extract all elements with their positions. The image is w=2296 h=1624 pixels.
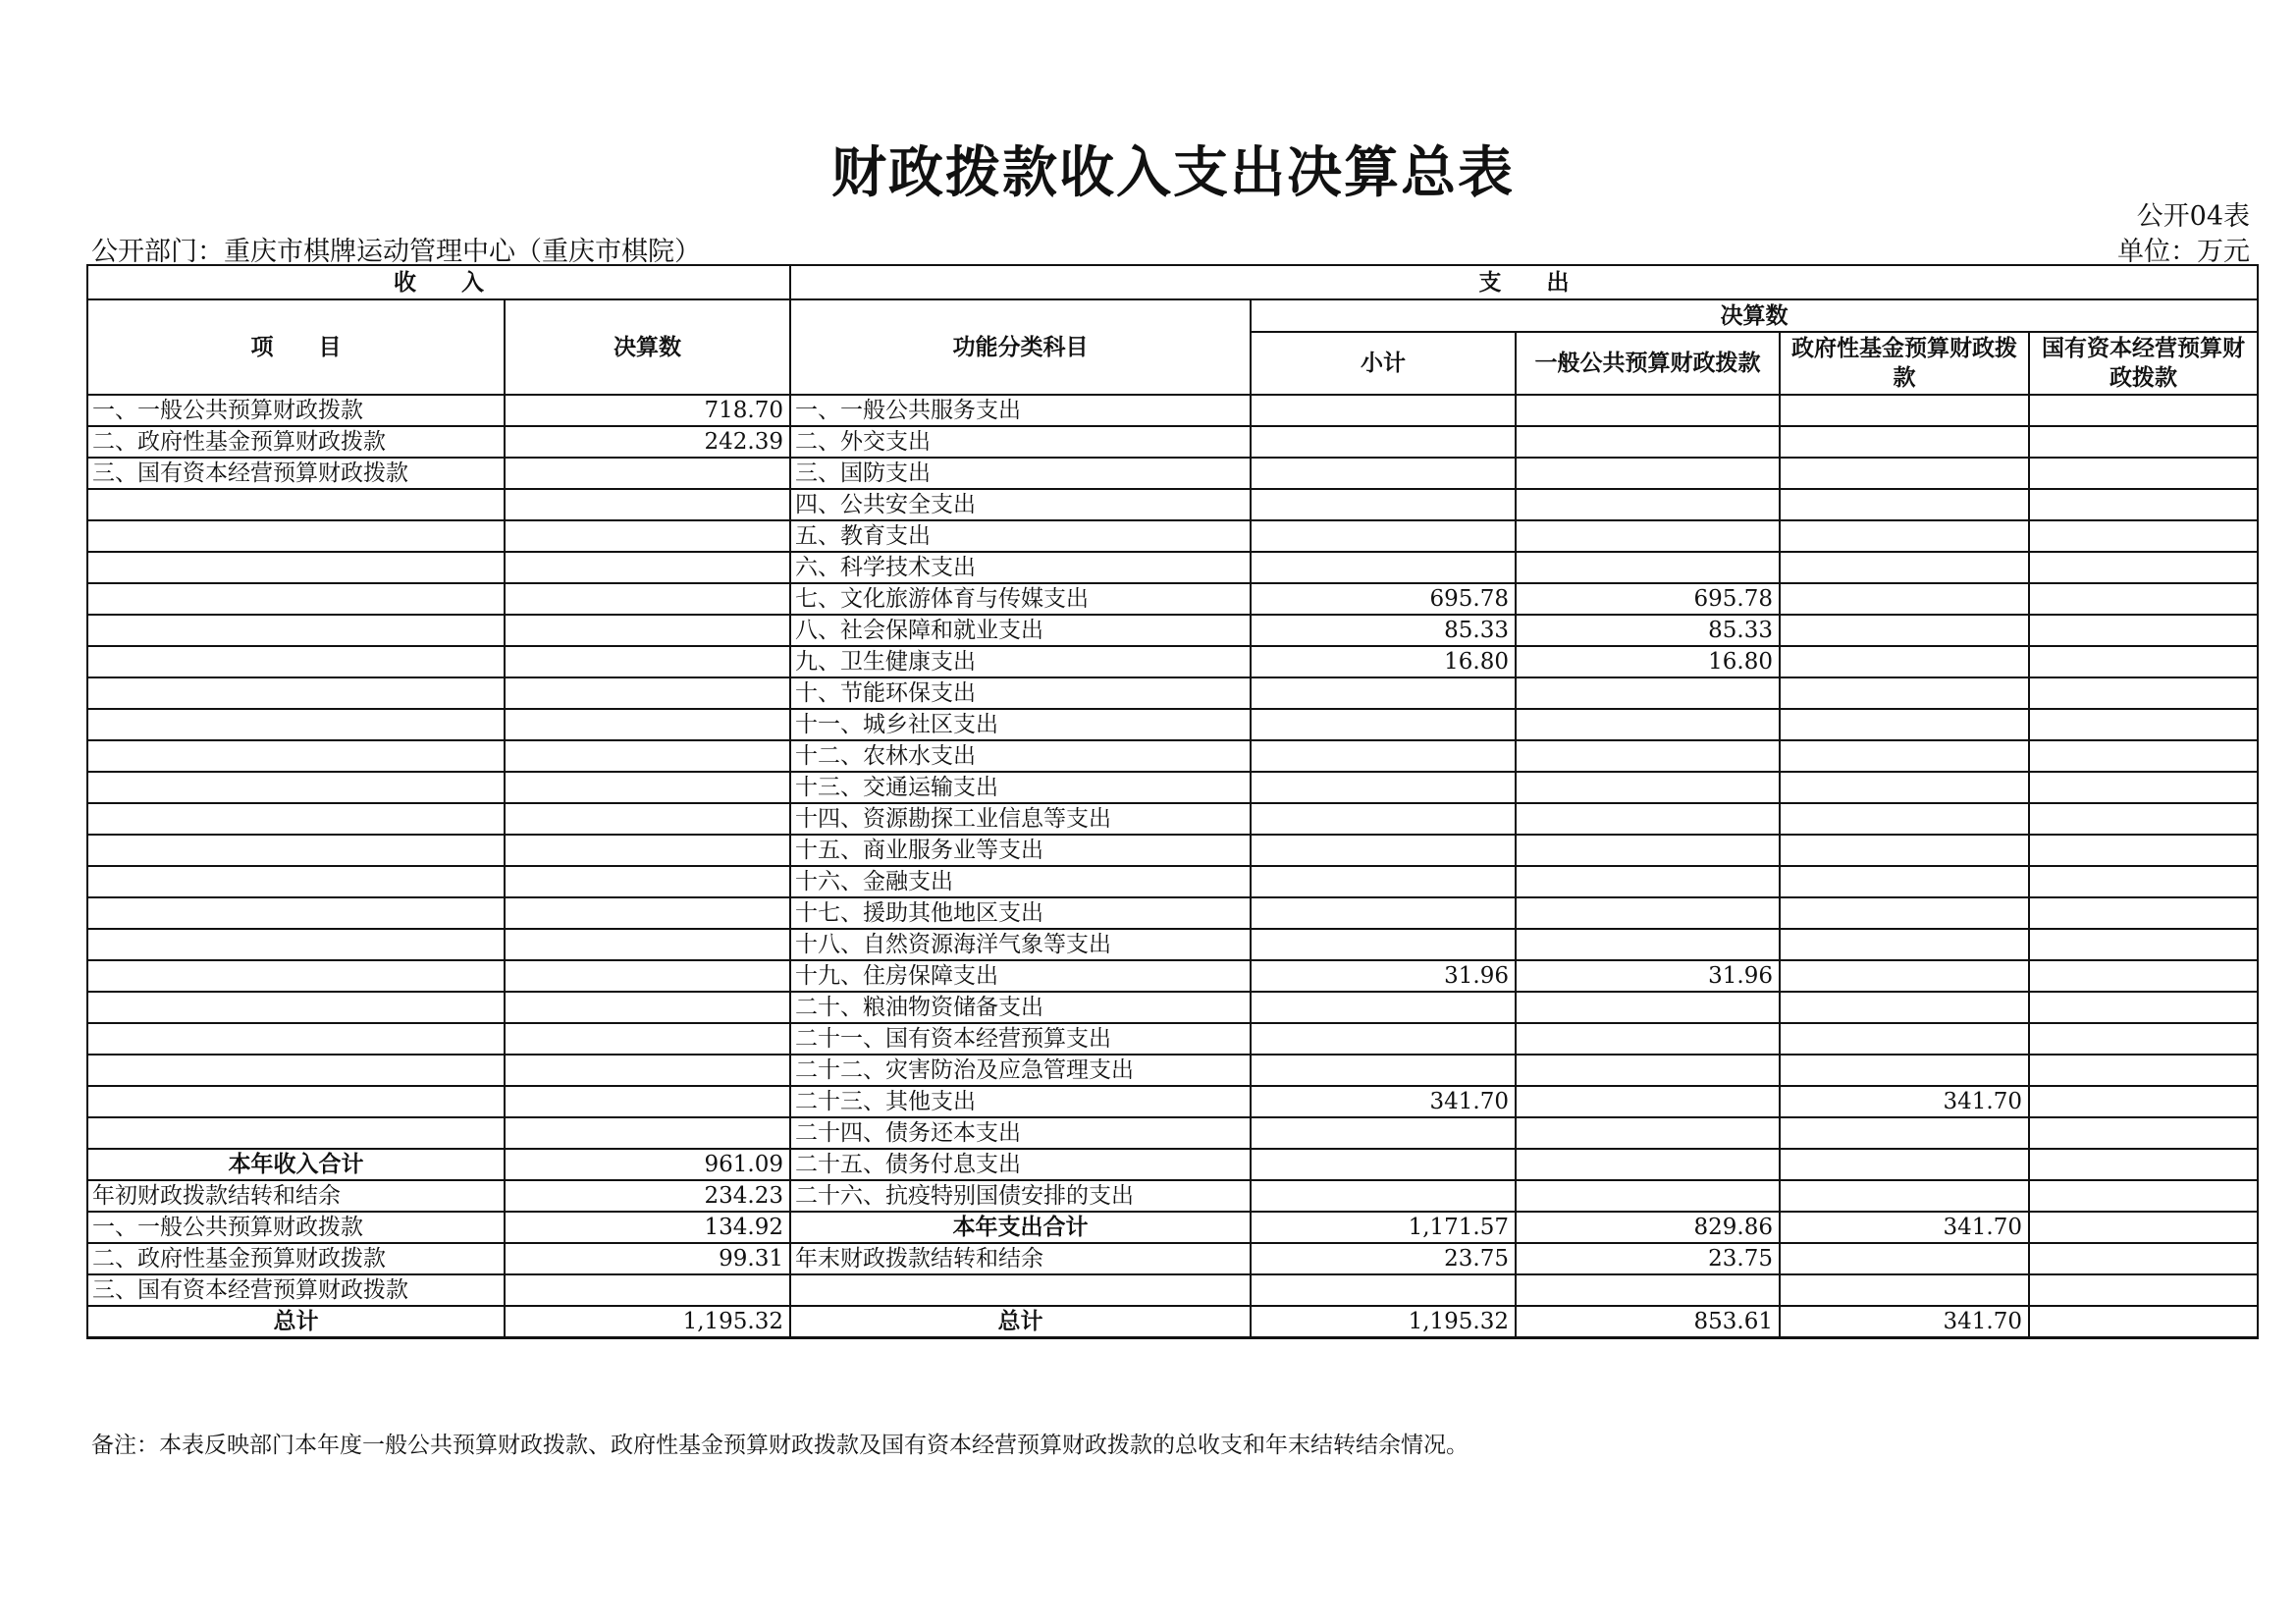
expense-item-cell: 十八、自然资源海洋气象等支出 bbox=[790, 929, 1251, 960]
state-capital-cell bbox=[2029, 615, 2258, 646]
state-capital-cell bbox=[2029, 1274, 2258, 1306]
expense-item-cell: 二十六、抗疫特别国债安排的支出 bbox=[790, 1180, 1251, 1212]
state-capital-cell bbox=[2029, 489, 2258, 520]
expense-item-cell bbox=[790, 1274, 1251, 1306]
subtotal-cell: 23.75 bbox=[1251, 1243, 1516, 1274]
income-item-cell: 二、政府性基金预算财政拨款 bbox=[87, 1243, 505, 1274]
income-amount-cell bbox=[505, 1274, 790, 1306]
general-budget-cell bbox=[1516, 395, 1780, 426]
expense-item-cell: 十、节能环保支出 bbox=[790, 677, 1251, 709]
expense-item-cell: 四、公共安全支出 bbox=[790, 489, 1251, 520]
gov-fund-cell bbox=[1780, 1117, 2029, 1149]
income-amount-cell: 134.92 bbox=[505, 1212, 790, 1243]
expense-item-cell: 二、外交支出 bbox=[790, 426, 1251, 458]
income-amount-cell: 99.31 bbox=[505, 1243, 790, 1274]
subtotal-cell bbox=[1251, 709, 1516, 740]
expense-item-cell: 二十一、国有资本经营预算支出 bbox=[790, 1023, 1251, 1055]
expense-header: 支 出 bbox=[790, 265, 2258, 299]
subtotal-cell bbox=[1251, 992, 1516, 1023]
income-item-cell bbox=[87, 803, 505, 835]
income-amount-cell bbox=[505, 677, 790, 709]
table-row bbox=[87, 1274, 2258, 1306]
income-amount-cell bbox=[505, 709, 790, 740]
gov-fund-cell bbox=[1780, 1243, 2029, 1274]
income-item-cell bbox=[87, 835, 505, 866]
subtotal-cell bbox=[1251, 803, 1516, 835]
income-item-cell bbox=[87, 740, 505, 772]
income-item-cell bbox=[87, 709, 505, 740]
income-item-cell bbox=[87, 992, 505, 1023]
income-amount-cell bbox=[505, 1086, 790, 1117]
gov-fund-cell bbox=[1780, 677, 2029, 709]
income-amount-cell bbox=[505, 992, 790, 1023]
table-row bbox=[87, 552, 2258, 583]
general-budget-cell bbox=[1516, 1274, 1780, 1306]
subtotal-cell bbox=[1251, 552, 1516, 583]
income-item-cell: 总计 bbox=[87, 1306, 505, 1338]
gov-fund-cell bbox=[1780, 646, 2029, 677]
state-capital-cell bbox=[2029, 803, 2258, 835]
income-item-cell: 年初财政拨款结转和结余 bbox=[87, 1180, 505, 1212]
income-item-cell: 一、一般公共预算财政拨款 bbox=[87, 1212, 505, 1243]
gov-fund-cell bbox=[1780, 897, 2029, 929]
state-capital-cell bbox=[2029, 960, 2258, 992]
income-amount-cell bbox=[505, 929, 790, 960]
state-capital-header: 国有资本经营预算财政拨款 bbox=[2029, 332, 2258, 395]
table-row bbox=[87, 426, 2258, 458]
subtotal-cell bbox=[1251, 772, 1516, 803]
table-row bbox=[87, 1180, 2258, 1212]
general-budget-cell bbox=[1516, 709, 1780, 740]
income-item-cell: 本年收入合计 bbox=[87, 1149, 505, 1180]
general-budget-header: 一般公共预算财政拨款 bbox=[1516, 332, 1780, 395]
expense-item-cell: 本年支出合计 bbox=[790, 1212, 1251, 1243]
general-budget-cell bbox=[1516, 458, 1780, 489]
state-capital-cell bbox=[2029, 1055, 2258, 1086]
gov-fund-cell bbox=[1780, 395, 2029, 426]
gov-fund-cell bbox=[1780, 929, 2029, 960]
subtotal-cell bbox=[1251, 426, 1516, 458]
income-amount-header: 决算数 bbox=[505, 299, 790, 395]
income-amount-cell bbox=[505, 960, 790, 992]
income-item-cell bbox=[87, 772, 505, 803]
table-row bbox=[87, 772, 2258, 803]
income-item-cell bbox=[87, 646, 505, 677]
income-item-cell bbox=[87, 1086, 505, 1117]
table-row bbox=[87, 1117, 2258, 1149]
state-capital-cell bbox=[2029, 1180, 2258, 1212]
subtotal-cell bbox=[1251, 1055, 1516, 1086]
gov-fund-cell: 341.70 bbox=[1780, 1086, 2029, 1117]
expense-item-cell: 十五、商业服务业等支出 bbox=[790, 835, 1251, 866]
subtotal-cell bbox=[1251, 1149, 1516, 1180]
general-budget-cell bbox=[1516, 552, 1780, 583]
subtotal-cell bbox=[1251, 458, 1516, 489]
state-capital-cell bbox=[2029, 1306, 2258, 1338]
income-item-cell: 二、政府性基金预算财政拨款 bbox=[87, 426, 505, 458]
expense-item-cell: 十一、城乡社区支出 bbox=[790, 709, 1251, 740]
table-row bbox=[87, 929, 2258, 960]
unit-label: 单位：万元 bbox=[2117, 237, 2250, 267]
gov-fund-cell bbox=[1780, 992, 2029, 1023]
expense-item-cell: 九、卫生健康支出 bbox=[790, 646, 1251, 677]
expense-item-cell: 十六、金融支出 bbox=[790, 866, 1251, 897]
subtotal-cell bbox=[1251, 740, 1516, 772]
state-capital-cell bbox=[2029, 897, 2258, 929]
income-item-cell bbox=[87, 677, 505, 709]
footnote: 备注：本表反映部门本年度一般公共预算财政拨款、政府性基金预算财政拨款及国有资本经营预算财政拨款的总收支和年末结转结余情况。 bbox=[91, 1433, 1468, 1458]
general-budget-cell bbox=[1516, 520, 1780, 552]
income-amount-cell: 1,195.32 bbox=[505, 1306, 790, 1338]
function-category-header: 功能分类科目 bbox=[790, 299, 1251, 395]
subtotal-cell bbox=[1251, 395, 1516, 426]
general-budget-cell: 16.80 bbox=[1516, 646, 1780, 677]
gov-fund-cell bbox=[1780, 1180, 2029, 1212]
subtotal-cell bbox=[1251, 835, 1516, 866]
state-capital-cell bbox=[2029, 709, 2258, 740]
general-budget-cell bbox=[1516, 1180, 1780, 1212]
expense-item-cell: 七、文化旅游体育与传媒支出 bbox=[790, 583, 1251, 615]
state-capital-cell bbox=[2029, 458, 2258, 489]
subtotal-cell: 341.70 bbox=[1251, 1086, 1516, 1117]
subtotal-cell: 695.78 bbox=[1251, 583, 1516, 615]
income-item-cell bbox=[87, 960, 505, 992]
table-row bbox=[87, 520, 2258, 552]
table-row bbox=[87, 803, 2258, 835]
general-budget-cell bbox=[1516, 1055, 1780, 1086]
department-label: 公开部门：重庆市棋牌运动管理中心（重庆市棋院） bbox=[91, 237, 701, 267]
general-budget-cell bbox=[1516, 803, 1780, 835]
gov-fund-header: 政府性基金预算财政拨款 bbox=[1780, 332, 2029, 395]
income-item-cell bbox=[87, 520, 505, 552]
income-amount-cell bbox=[505, 552, 790, 583]
income-amount-cell bbox=[505, 520, 790, 552]
income-amount-cell bbox=[505, 458, 790, 489]
subtotal-cell bbox=[1251, 897, 1516, 929]
table-row bbox=[87, 583, 2258, 615]
gov-fund-cell bbox=[1780, 1023, 2029, 1055]
gov-fund-cell bbox=[1780, 960, 2029, 992]
gov-fund-cell bbox=[1780, 552, 2029, 583]
state-capital-cell bbox=[2029, 866, 2258, 897]
subtotal-cell bbox=[1251, 1180, 1516, 1212]
gov-fund-cell: 341.70 bbox=[1780, 1212, 2029, 1243]
income-item-cell bbox=[87, 583, 505, 615]
subtotal-cell: 1,171.57 bbox=[1251, 1212, 1516, 1243]
income-amount-cell: 718.70 bbox=[505, 395, 790, 426]
gov-fund-cell bbox=[1780, 772, 2029, 803]
general-budget-cell bbox=[1516, 866, 1780, 897]
state-capital-cell bbox=[2029, 677, 2258, 709]
state-capital-cell bbox=[2029, 395, 2258, 426]
general-budget-cell: 23.75 bbox=[1516, 1243, 1780, 1274]
income-item-cell bbox=[87, 615, 505, 646]
expense-item-cell: 二十、粮油物资储备支出 bbox=[790, 992, 1251, 1023]
general-budget-cell bbox=[1516, 1086, 1780, 1117]
expense-item-cell: 八、社会保障和就业支出 bbox=[790, 615, 1251, 646]
general-budget-cell bbox=[1516, 1023, 1780, 1055]
table-row bbox=[87, 615, 2258, 646]
income-amount-cell bbox=[505, 1117, 790, 1149]
general-budget-cell bbox=[1516, 835, 1780, 866]
gov-fund-cell bbox=[1780, 709, 2029, 740]
state-capital-cell bbox=[2029, 1117, 2258, 1149]
general-budget-cell bbox=[1516, 1117, 1780, 1149]
income-item-cell bbox=[87, 866, 505, 897]
subtotal-cell bbox=[1251, 1023, 1516, 1055]
income-amount-cell bbox=[505, 615, 790, 646]
table-body bbox=[87, 395, 2258, 1338]
income-amount-cell bbox=[505, 897, 790, 929]
final-amount-header: 决算数 bbox=[1251, 299, 2258, 332]
state-capital-cell bbox=[2029, 552, 2258, 583]
general-budget-cell bbox=[1516, 772, 1780, 803]
income-item-cell bbox=[87, 1023, 505, 1055]
income-item-cell bbox=[87, 489, 505, 520]
income-amount-cell: 961.09 bbox=[505, 1149, 790, 1180]
table-row bbox=[87, 1212, 2258, 1243]
gov-fund-cell bbox=[1780, 1149, 2029, 1180]
state-capital-cell bbox=[2029, 1086, 2258, 1117]
gov-fund-cell bbox=[1780, 866, 2029, 897]
expense-item-cell: 二十二、灾害防治及应急管理支出 bbox=[790, 1055, 1251, 1086]
gov-fund-cell bbox=[1780, 615, 2029, 646]
subtotal-cell: 85.33 bbox=[1251, 615, 1516, 646]
income-item-cell bbox=[87, 1055, 505, 1086]
gov-fund-cell bbox=[1780, 489, 2029, 520]
subtotal-header: 小计 bbox=[1251, 332, 1516, 395]
general-budget-cell: 31.96 bbox=[1516, 960, 1780, 992]
gov-fund-cell bbox=[1780, 803, 2029, 835]
subtotal-cell: 16.80 bbox=[1251, 646, 1516, 677]
item-header: 项 目 bbox=[87, 299, 505, 395]
table-row bbox=[87, 458, 2258, 489]
general-budget-cell bbox=[1516, 1149, 1780, 1180]
income-item-cell bbox=[87, 929, 505, 960]
expense-item-cell: 二十五、债务付息支出 bbox=[790, 1149, 1251, 1180]
income-item-cell: 一、一般公共预算财政拨款 bbox=[87, 395, 505, 426]
income-amount-cell bbox=[505, 1023, 790, 1055]
subtotal-cell bbox=[1251, 929, 1516, 960]
general-budget-cell bbox=[1516, 929, 1780, 960]
subtotal-cell bbox=[1251, 1274, 1516, 1306]
gov-fund-cell bbox=[1780, 583, 2029, 615]
subtotal-cell: 31.96 bbox=[1251, 960, 1516, 992]
expense-item-cell: 十三、交通运输支出 bbox=[790, 772, 1251, 803]
state-capital-cell bbox=[2029, 740, 2258, 772]
table-row bbox=[87, 740, 2258, 772]
income-amount-cell bbox=[505, 646, 790, 677]
state-capital-cell bbox=[2029, 426, 2258, 458]
general-budget-cell bbox=[1516, 992, 1780, 1023]
gov-fund-cell: 341.70 bbox=[1780, 1306, 2029, 1338]
subtotal-cell: 1,195.32 bbox=[1251, 1306, 1516, 1338]
table-row bbox=[87, 1023, 2258, 1055]
gov-fund-cell bbox=[1780, 740, 2029, 772]
gov-fund-cell bbox=[1780, 835, 2029, 866]
income-amount-cell bbox=[505, 803, 790, 835]
expense-item-cell: 十四、资源勘探工业信息等支出 bbox=[790, 803, 1251, 835]
table-row bbox=[87, 1149, 2258, 1180]
table-row bbox=[87, 646, 2258, 677]
expense-item-cell: 一、一般公共服务支出 bbox=[790, 395, 1251, 426]
income-item-cell: 三、国有资本经营预算财政拨款 bbox=[87, 458, 505, 489]
general-budget-cell: 829.86 bbox=[1516, 1212, 1780, 1243]
state-capital-cell bbox=[2029, 1212, 2258, 1243]
form-number: 公开04表 bbox=[2136, 201, 2250, 232]
expense-item-cell: 三、国防支出 bbox=[790, 458, 1251, 489]
gov-fund-cell bbox=[1780, 1274, 2029, 1306]
state-capital-cell bbox=[2029, 646, 2258, 677]
income-amount-cell bbox=[505, 866, 790, 897]
table-row bbox=[87, 1055, 2258, 1086]
gov-fund-cell bbox=[1780, 1055, 2029, 1086]
income-amount-cell bbox=[505, 583, 790, 615]
income-amount-cell bbox=[505, 740, 790, 772]
general-budget-cell: 853.61 bbox=[1516, 1306, 1780, 1338]
expense-item-cell: 十二、农林水支出 bbox=[790, 740, 1251, 772]
expense-item-cell: 二十三、其他支出 bbox=[790, 1086, 1251, 1117]
table-row bbox=[87, 866, 2258, 897]
gov-fund-cell bbox=[1780, 426, 2029, 458]
state-capital-cell bbox=[2029, 1243, 2258, 1274]
state-capital-cell bbox=[2029, 772, 2258, 803]
expense-item-cell: 总计 bbox=[790, 1306, 1251, 1338]
income-amount-cell bbox=[505, 489, 790, 520]
income-item-cell bbox=[87, 897, 505, 929]
general-budget-cell bbox=[1516, 740, 1780, 772]
general-budget-cell bbox=[1516, 489, 1780, 520]
income-item-cell bbox=[87, 552, 505, 583]
general-budget-cell: 695.78 bbox=[1516, 583, 1780, 615]
state-capital-cell bbox=[2029, 1149, 2258, 1180]
general-budget-cell: 85.33 bbox=[1516, 615, 1780, 646]
expense-item-cell: 十七、援助其他地区支出 bbox=[790, 897, 1251, 929]
state-capital-cell bbox=[2029, 835, 2258, 866]
expense-item-cell: 二十四、债务还本支出 bbox=[790, 1117, 1251, 1149]
budget-table bbox=[86, 264, 2259, 1339]
table-row bbox=[87, 992, 2258, 1023]
table-row bbox=[87, 1086, 2258, 1117]
table-row bbox=[87, 677, 2258, 709]
gov-fund-cell bbox=[1780, 520, 2029, 552]
income-item-cell bbox=[87, 1117, 505, 1149]
expense-item-cell: 五、教育支出 bbox=[790, 520, 1251, 552]
state-capital-cell bbox=[2029, 992, 2258, 1023]
income-amount-cell bbox=[505, 1055, 790, 1086]
income-header: 收 入 bbox=[87, 265, 790, 299]
gov-fund-cell bbox=[1780, 458, 2029, 489]
subtotal-cell bbox=[1251, 866, 1516, 897]
income-amount-cell: 242.39 bbox=[505, 426, 790, 458]
state-capital-cell bbox=[2029, 1023, 2258, 1055]
state-capital-cell bbox=[2029, 929, 2258, 960]
state-capital-cell bbox=[2029, 583, 2258, 615]
table-row bbox=[87, 960, 2258, 992]
income-item-cell: 三、国有资本经营预算财政拨款 bbox=[87, 1274, 505, 1306]
income-amount-cell bbox=[505, 835, 790, 866]
general-budget-cell bbox=[1516, 897, 1780, 929]
income-amount-cell: 234.23 bbox=[505, 1180, 790, 1212]
subtotal-cell bbox=[1251, 1117, 1516, 1149]
table-row bbox=[87, 835, 2258, 866]
expense-item-cell: 六、科学技术支出 bbox=[790, 552, 1251, 583]
table-row bbox=[87, 1243, 2258, 1274]
table-row bbox=[87, 709, 2258, 740]
state-capital-cell bbox=[2029, 520, 2258, 552]
table-row bbox=[87, 489, 2258, 520]
table-row bbox=[87, 1306, 2258, 1338]
general-budget-cell bbox=[1516, 426, 1780, 458]
table-row bbox=[87, 395, 2258, 426]
subtotal-cell bbox=[1251, 520, 1516, 552]
page-title: 财政拨款收入支出决算总表 bbox=[831, 141, 1515, 205]
subtotal-cell bbox=[1251, 677, 1516, 709]
table-row bbox=[87, 897, 2258, 929]
income-amount-cell bbox=[505, 772, 790, 803]
general-budget-cell bbox=[1516, 677, 1780, 709]
expense-item-cell: 十九、住房保障支出 bbox=[790, 960, 1251, 992]
subtotal-cell bbox=[1251, 489, 1516, 520]
expense-item-cell: 年末财政拨款结转和结余 bbox=[790, 1243, 1251, 1274]
